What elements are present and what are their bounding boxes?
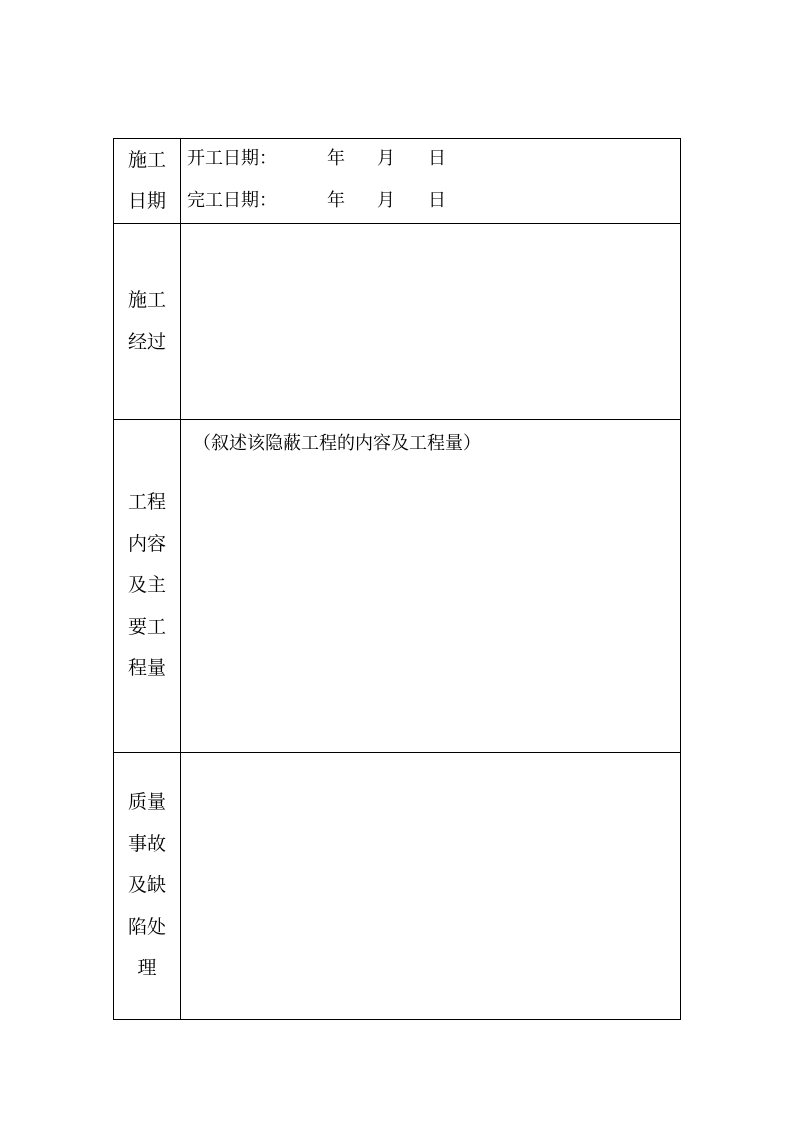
start-day-unit: 日 — [428, 148, 446, 169]
label-line: 要工 — [127, 615, 166, 638]
construction-process-input-area[interactable] — [181, 224, 680, 419]
end-month-unit: 月 — [377, 190, 395, 211]
end-day-unit: 日 — [428, 190, 446, 211]
date-fields — [181, 139, 680, 223]
label-line: 质量 — [127, 791, 166, 814]
row-construction-date — [114, 139, 680, 223]
label-line: 程量 — [127, 657, 166, 680]
label-line: 及主 — [127, 574, 166, 597]
start-date-label: 开工日期： — [187, 148, 277, 169]
start-month-unit: 月 — [377, 148, 395, 169]
label-line: 工程 — [127, 491, 166, 514]
label-line: 陷处 — [127, 915, 166, 938]
label-line: 施工 — [127, 148, 166, 171]
row-label — [114, 139, 181, 223]
row-quality-incidents — [114, 752, 680, 1019]
construction-record-form — [113, 138, 681, 1020]
quality-incidents-input-area[interactable] — [181, 753, 680, 1019]
end-date-label: 完工日期： — [187, 190, 277, 211]
label-line: 日期 — [127, 190, 166, 212]
work-content-input-area[interactable] — [181, 420, 680, 752]
label-line: 内容 — [127, 532, 166, 555]
label-line: 施工 — [127, 289, 166, 311]
end-year-unit: 年 — [327, 190, 345, 211]
row-label — [114, 224, 181, 419]
row-label — [114, 753, 181, 1019]
label-line: 及缺 — [127, 874, 166, 897]
row-construction-process — [114, 223, 680, 419]
row-work-content — [114, 419, 680, 752]
work-content-instruction: （叙述该隐蔽工程的内容及工程量） — [193, 433, 481, 454]
row-label — [114, 420, 181, 752]
label-line: 事故 — [127, 832, 166, 855]
label-line: 经过 — [127, 330, 166, 353]
start-year-unit: 年 — [327, 148, 345, 169]
label-line: 理 — [137, 957, 157, 980]
